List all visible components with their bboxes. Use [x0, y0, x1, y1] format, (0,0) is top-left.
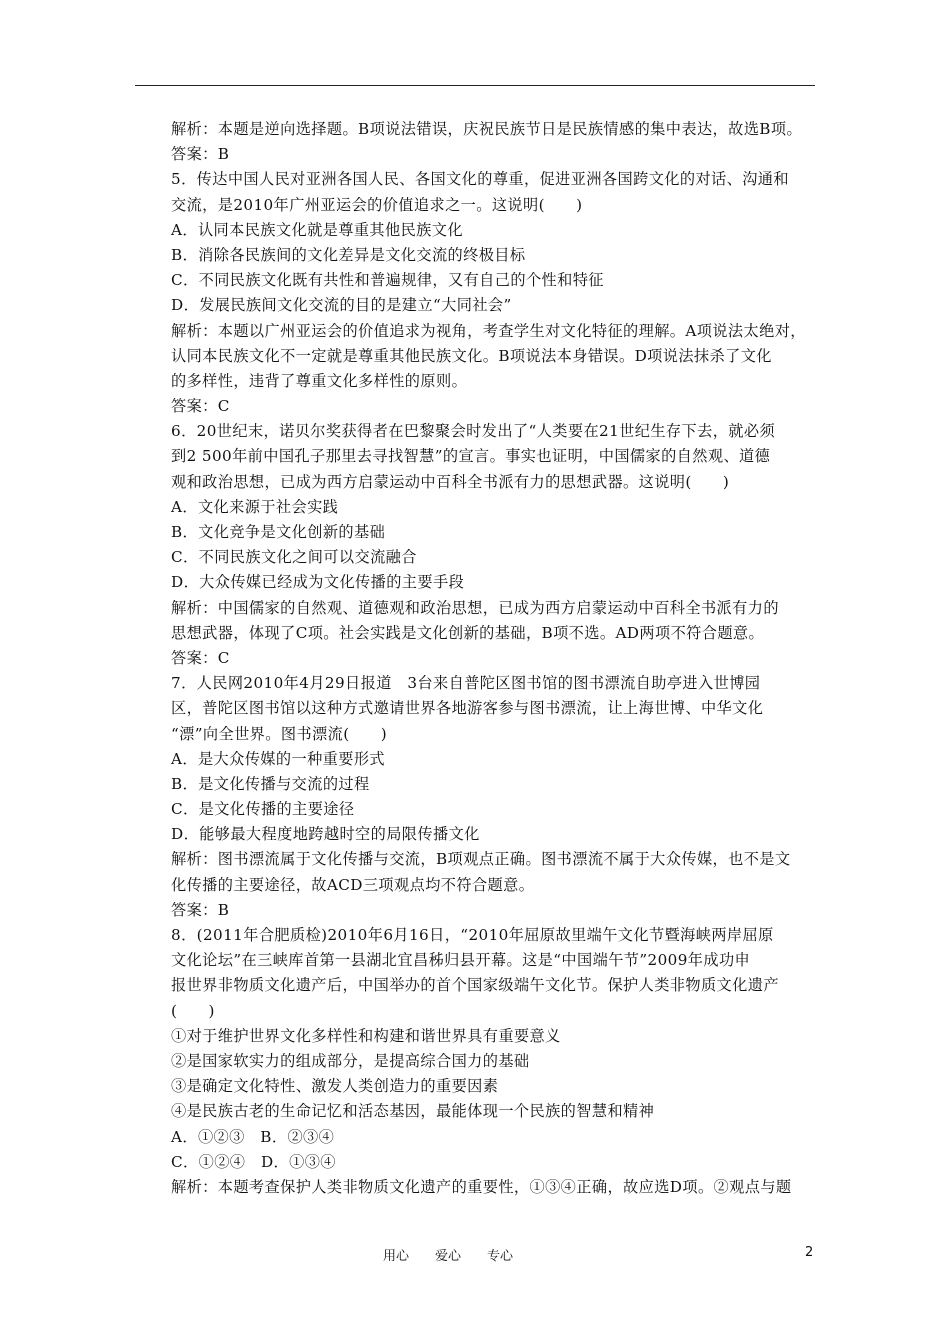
text-line: 认同本民族文化不一定就是尊重其他民族文化。B项说法本身错误。D项说法抹杀了文化 [171, 346, 772, 365]
text-line: 区，普陀区图书馆以这种方式邀请世界各地游客参与图书漂流，让上海世博、中华文化 [171, 699, 764, 718]
text-line: A．是大众传媒的一种重要形式 [171, 749, 386, 768]
text-line: A．①②③ B．②③④ [171, 1127, 335, 1146]
text-line: 文化论坛”在三峡库首第一县湖北宜昌秭归县开幕。这是“中国端午节”2009年成功申 [171, 951, 751, 970]
text-line: B．消除各民族间的文化差异是文化交流的终极目标 [171, 245, 526, 264]
text-line: 解析：中国儒家的自然观、道德观和政治思想，已成为西方启蒙运动中百科全书派有力的 [171, 598, 779, 617]
text-line: B．文化竞争是文化创新的基础 [171, 523, 386, 541]
text-line: D．大众传媒已经成为文化传播的主要手段 [171, 573, 465, 592]
header-rule [135, 85, 815, 86]
text-line: 解析：本题以广州亚运会的价值追求为视角，考查学生对文化特征的理解。A项说法太绝对， [171, 321, 806, 340]
text-line: ( ) [171, 1001, 215, 1020]
text-line: 答案：B [171, 145, 230, 164]
text-line: D．发展民族间文化交流的目的是建立“大同社会” [171, 296, 512, 315]
text-line: 解析：本题考查保护人类非物质文化遗产的重要性，①③④正确，故应选D项。②观点与题 [171, 1177, 792, 1196]
text-line: 化传播的主要途径，故ACD三项观点均不符合题意。 [171, 875, 535, 894]
text-line: ③是确定文化特性、激发人类创造力的重要因素 [171, 1077, 499, 1096]
text-line: A．文化来源于社会实践 [171, 497, 339, 516]
text-line: 解析：图书漂流属于文化传播与交流，B项观点正确。图书漂流不属于大众传媒，也不是文 [171, 850, 791, 869]
text-line: “漂”向全世界。图书漂流( ) [171, 724, 388, 743]
text-line: 5．传达中国人民对亚洲各国人民、各国文化的尊重，促进亚洲各国跨文化的对话、沟通和 [171, 170, 789, 189]
text-line: 答案：C [171, 397, 230, 416]
text-line: ④是民族古老的生命记忆和活态基因，最能体现一个民族的智慧和精神 [171, 1102, 655, 1121]
text-line: 答案：C [171, 648, 230, 667]
text-line: 的多样性，违背了尊重文化多样性的原则。 [171, 371, 468, 390]
text-line: C．是文化传播的主要途径 [171, 800, 355, 819]
text-line: 思想武器，体现了C项。社会实践是文化创新的基础，B项不选。AD两项不符合题意。 [171, 623, 765, 642]
text-line: 7．人民网2010年4月29日报道 3台来自普陀区图书馆的图书漂流自助亭进入世博园 [171, 674, 761, 693]
text-line: 解析：本题是逆向选择题。B项说法错误，庆祝民族节日是民族情感的集中表达，故选B项。 [171, 120, 803, 138]
text-line: 到2 500年前中国孔子那里去寻找智慧”的宣言。事实也证明，中国儒家的自然观、道德 [171, 447, 771, 466]
text-line: 观和政治思想，已成为西方启蒙运动中百科全书派有力的思想武器。这说明( ) [171, 472, 730, 491]
text-line: 报世界非物质文化遗产后，中国举办的首个国家级端午文化节。保护人类非物质文化遗产 [171, 976, 779, 995]
text-line: A．认同本民族文化就是尊重其他民族文化 [171, 220, 463, 239]
text-line: 6．20世纪末，诺贝尔奖获得者在巴黎聚会时发出了“人类要在21世纪生存下去，就必须 [171, 422, 776, 441]
text-line: 8．(2011年合肥质检)2010年6月16日，“2010年屈原故里端午文化节暨海峡两岸屈原 [171, 926, 774, 944]
text-line: B．是文化传播与交流的过程 [171, 774, 370, 793]
text-line: ②是国家软实力的组成部分，是提高综合国力的基础 [171, 1051, 530, 1070]
text-line: C．不同民族文化之间可以交流融合 [171, 548, 417, 567]
page-footer [0, 1245, 950, 1269]
document-body [171, 117, 821, 1200]
text-line: D．能够最大程度地跨越时空的局限传播文化 [171, 825, 480, 844]
footer-motto: 用心 爱心 专心 [383, 1249, 514, 1264]
text-line: C．不同民族文化既有共性和普遍规律，又有自己的个性和特征 [171, 271, 604, 290]
text-line: 交流，是2010年广州亚运会的价值追求之一。这说明( ) [171, 195, 583, 214]
text-line: C．①②④ D．①③④ [171, 1152, 336, 1171]
text-line: ①对于维护世界文化多样性和构建和谐世界具有重要意义 [171, 1026, 561, 1045]
page-number: 2 [805, 1245, 814, 1260]
text-line: 答案：B [171, 900, 230, 919]
